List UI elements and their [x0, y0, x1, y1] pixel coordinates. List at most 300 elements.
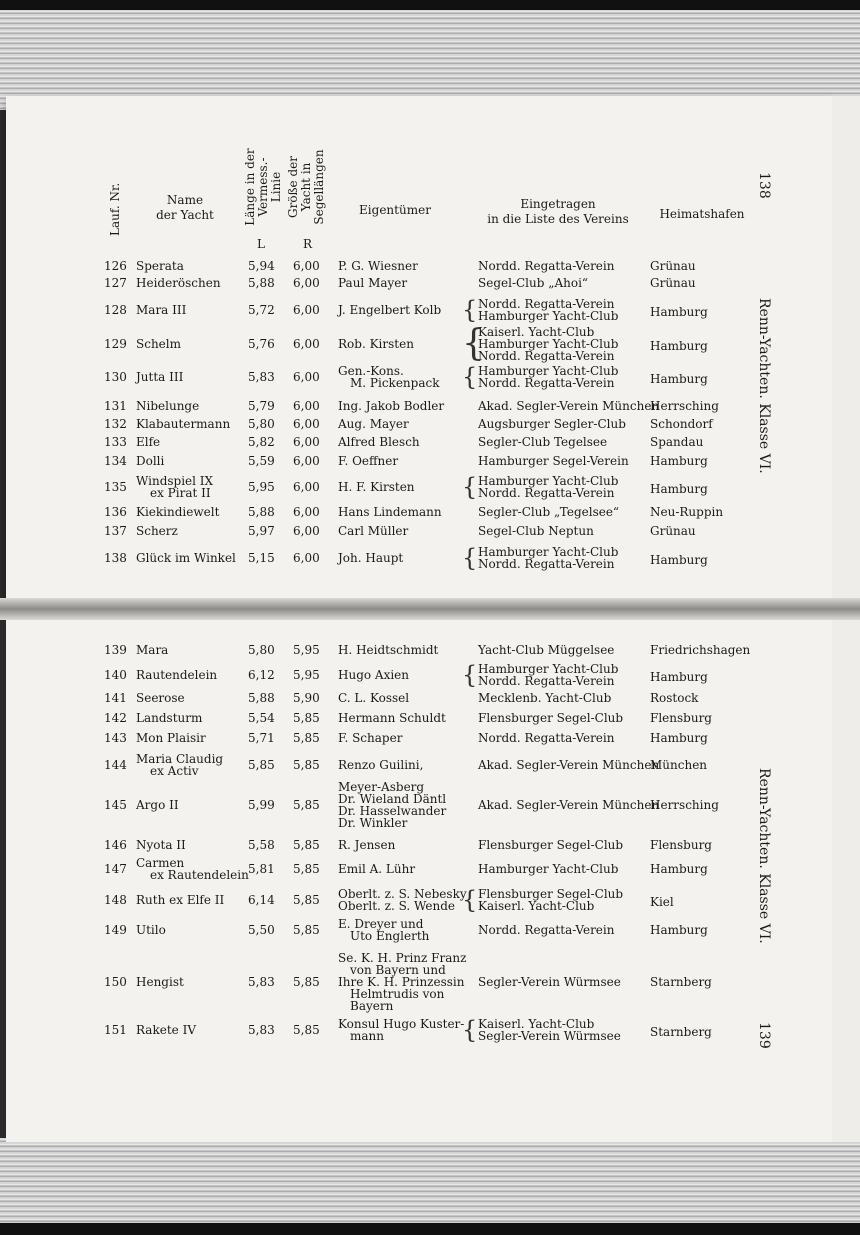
- row-number-line: 141: [104, 691, 127, 705]
- owner: [338, 839, 395, 851]
- length-l: [248, 455, 275, 467]
- owner: [338, 888, 467, 912]
- row-number-line: 149: [104, 923, 127, 937]
- size-r: [293, 669, 320, 681]
- club-list-line: Hamburger Yacht-Club: [478, 309, 619, 323]
- harbor-line: Flensburg: [650, 711, 712, 725]
- size-r: [293, 924, 320, 936]
- row-number-line: 132: [104, 417, 127, 431]
- owner-line: von Bayern und: [350, 963, 446, 977]
- yacht-name-line: Glück im Winkel: [136, 551, 236, 565]
- club-list: [478, 692, 611, 704]
- yacht-name-line: Kiekindiewelt: [136, 505, 220, 519]
- row-number: [104, 304, 127, 316]
- yacht-name-line: Dolli: [136, 454, 165, 468]
- harbor: [650, 759, 707, 771]
- length-l-line: 5,81: [248, 862, 275, 876]
- club-list: [478, 644, 614, 656]
- yacht-name: [136, 669, 217, 681]
- harbor: [650, 506, 723, 518]
- size-r: [293, 277, 320, 289]
- size-r: [293, 732, 320, 744]
- size-r-line: 5,85: [293, 893, 320, 907]
- length-l-line: 5,94: [248, 259, 275, 273]
- harbor-line: Schondorf: [650, 417, 713, 431]
- row-number-line: 151: [104, 1023, 127, 1037]
- harbor-line: Grünau: [650, 276, 696, 290]
- club-list: [478, 976, 621, 988]
- length-l-line: 5,83: [248, 1023, 275, 1037]
- club-list: [478, 799, 659, 811]
- row-number: [104, 525, 127, 537]
- yacht-name-line: Jutta III: [136, 370, 184, 384]
- yacht-name: [136, 1024, 196, 1036]
- length-l: [248, 692, 275, 704]
- size-r-line: 6,00: [293, 551, 320, 565]
- harbor: [650, 277, 696, 289]
- row-number-line: 144: [104, 758, 127, 772]
- size-r: [293, 712, 320, 724]
- length-l-line: 5,95: [248, 480, 275, 494]
- club-list-line: Nordd. Regatta-Verein: [478, 731, 615, 745]
- yacht-name: [136, 475, 213, 499]
- brace-glyph: {: [462, 661, 478, 689]
- yacht-name-line: Ruth ex Elfe II: [136, 893, 225, 907]
- length-l: [248, 732, 275, 744]
- row-number: [104, 669, 127, 681]
- harbor: [650, 924, 708, 936]
- harbor: [650, 712, 712, 724]
- owner-line: Hugo Axien: [338, 668, 410, 682]
- club-list: [478, 1018, 621, 1042]
- harbor-line: Rostock: [650, 691, 699, 705]
- harbor-line: Flensburg: [650, 838, 712, 852]
- length-l-line: 5,71: [248, 731, 275, 745]
- length-l-line: 5,82: [248, 435, 275, 449]
- harbor-line: Neu-Ruppin: [650, 505, 724, 519]
- yacht-name-line: Utilo: [136, 923, 166, 937]
- owner-line: Ihre K. H. Prinzessin: [338, 975, 465, 989]
- row-number: [104, 260, 127, 272]
- club-list-line: Hamburger Yacht-Club: [478, 474, 619, 488]
- page-left: [6, 96, 832, 603]
- page-left-margin: [832, 96, 860, 603]
- brace-glyph: {: [462, 544, 478, 572]
- header-laenge: Länge in der Vermess.- Linie: [243, 148, 283, 226]
- size-r-line: 5,85: [293, 731, 320, 745]
- club-list-line: Segler-Club „Tegelsee“: [478, 505, 620, 519]
- size-r-line: 5,85: [293, 1023, 320, 1037]
- club-list-line: Flensburger Segel-Club: [478, 838, 624, 852]
- length-l: [248, 1024, 275, 1036]
- club-list: [478, 326, 618, 362]
- row-number-line: 134: [104, 454, 127, 468]
- owner-line: Emil A. Lühr: [338, 862, 416, 876]
- club-list-line: Nordd. Regatta-Verein: [478, 923, 615, 937]
- harbor-line: München: [650, 758, 708, 772]
- size-r-line: 5,85: [293, 975, 320, 989]
- length-l: [248, 260, 275, 272]
- yacht-name: [136, 277, 221, 289]
- header-l-letter: L: [257, 237, 265, 251]
- yacht-name: [136, 976, 184, 988]
- harbor: [650, 260, 696, 272]
- club-list: [478, 400, 659, 412]
- owner: [338, 481, 415, 493]
- size-r-line: 6,00: [293, 417, 320, 431]
- yacht-name-line: ex Pirat II: [150, 486, 211, 500]
- harbor: [650, 483, 708, 495]
- harbor-line: Herrsching: [650, 399, 719, 413]
- club-list-line: Segler-Verein Würmsee: [478, 1029, 621, 1043]
- length-l-line: 6,14: [248, 893, 275, 907]
- harbor: [650, 671, 708, 683]
- club-list-line: Segler-Verein Würmsee: [478, 975, 621, 989]
- row-number-line: 126: [104, 259, 127, 273]
- owner-line: J. Engelbert Kolb: [338, 303, 442, 317]
- club-list-line: Nordd. Regatta-Verein: [478, 557, 615, 571]
- yacht-name: [136, 455, 164, 467]
- owner-line: M. Pickenpack: [350, 376, 440, 390]
- size-r-line: 5,85: [293, 798, 320, 812]
- owner: [338, 525, 408, 537]
- row-number: [104, 436, 127, 448]
- length-l-line: 5,83: [248, 975, 275, 989]
- size-r: [293, 839, 320, 851]
- harbor: [650, 373, 708, 385]
- size-r: [293, 759, 320, 771]
- yacht-name-line: Maria Claudig: [136, 752, 224, 766]
- harbor: [650, 799, 719, 811]
- row-number-line: 139: [104, 643, 127, 657]
- owner-line: Paul Mayer: [338, 276, 408, 290]
- row-number: [104, 277, 127, 289]
- club-list: [478, 924, 614, 936]
- owner: [338, 277, 407, 289]
- yacht-name: [136, 400, 199, 412]
- yacht-name-line: Mara III: [136, 303, 187, 317]
- harbor: [650, 340, 708, 352]
- yacht-name: [136, 894, 224, 906]
- side-title-top: Renn-Yachten. Klasse VI.: [756, 298, 772, 474]
- owner-line: Dr. Wieland Däntl: [338, 792, 447, 806]
- owner-line: C. L. Kossel: [338, 691, 410, 705]
- owner-line: Uto Englerth: [350, 929, 430, 943]
- size-r: [293, 506, 320, 518]
- row-number-line: 127: [104, 276, 127, 290]
- header-eingetragen: Eingetragen in die Liste des Vereins: [487, 197, 629, 226]
- size-r-line: 6,00: [293, 480, 320, 494]
- owner: [338, 338, 414, 350]
- owner: [338, 304, 441, 316]
- club-list-line: Hamburger Yacht-Club: [478, 662, 619, 676]
- size-r-line: 6,00: [293, 505, 320, 519]
- owner: [338, 952, 466, 1012]
- club-list-line: Nordd. Regatta-Verein: [478, 297, 615, 311]
- harbor-line: Hamburg: [650, 670, 708, 684]
- size-r-line: 6,00: [293, 435, 320, 449]
- club-list-line: Hamburger Yacht-Club: [478, 337, 619, 351]
- yacht-name-line: Seerose: [136, 691, 185, 705]
- yacht-name: [136, 436, 160, 448]
- page-right-margin: [832, 612, 860, 1142]
- row-number: [104, 976, 127, 988]
- brace-glyph: {: [462, 1016, 478, 1044]
- club-list-line: Nordd. Regatta-Verein: [478, 349, 615, 363]
- owner-line: Gen.-Kons.: [338, 364, 404, 378]
- row-number: [104, 371, 127, 383]
- owner-line: Meyer-Asberg: [338, 780, 425, 794]
- size-r: [293, 552, 320, 564]
- row-number-line: 128: [104, 303, 127, 317]
- length-l: [248, 759, 275, 771]
- header-lauf-nr: Lauf. Nr.: [108, 182, 122, 236]
- owner-line: Bayern: [350, 999, 394, 1013]
- yacht-name: [136, 692, 185, 704]
- owner: [338, 365, 439, 389]
- yacht-name-line: Elfe: [136, 435, 161, 449]
- yacht-name: [136, 799, 179, 811]
- club-list-line: Segler-Club Tegelsee: [478, 435, 608, 449]
- yacht-name: [136, 732, 206, 744]
- row-number-line: 130: [104, 370, 127, 384]
- row-number: [104, 759, 127, 771]
- size-r-line: 6,00: [293, 337, 320, 351]
- owner-line: Dr. Winkler: [338, 816, 408, 830]
- owner-line: Alfred Blesch: [338, 435, 420, 449]
- owner-line: Dr. Hasselwander: [338, 804, 447, 818]
- club-list: [478, 298, 618, 322]
- harbor: [650, 839, 712, 851]
- size-r: [293, 436, 320, 448]
- yacht-name: [136, 525, 178, 537]
- harbor-line: Hamburg: [650, 862, 708, 876]
- owner-line: Oberlt. z. S. Wende: [338, 899, 455, 913]
- length-l-line: 5,79: [248, 399, 275, 413]
- club-list-line: Hamburger Yacht-Club: [478, 545, 619, 559]
- owner-line: F. Schaper: [338, 731, 403, 745]
- length-l-line: 5,76: [248, 337, 275, 351]
- club-list-line: Nordd. Regatta-Verein: [478, 259, 615, 273]
- row-number: [104, 455, 127, 467]
- owner-line: Rob. Kirsten: [338, 337, 414, 351]
- harbor-line: Friedrichshagen: [650, 643, 751, 657]
- owner-line: Oberlt. z. S. Nebesky: [338, 887, 467, 901]
- yacht-name: [136, 371, 183, 383]
- owner: [338, 1018, 464, 1042]
- row-number: [104, 894, 127, 906]
- harbor: [650, 896, 674, 908]
- owner-line: Renzo Guilini,: [338, 758, 424, 772]
- yacht-name-line: Scherz: [136, 524, 178, 538]
- yacht-name-line: Nyota II: [136, 838, 186, 852]
- row-number: [104, 799, 127, 811]
- size-r-line: 6,00: [293, 259, 320, 273]
- length-l-line: 5,59: [248, 454, 275, 468]
- size-r-line: 6,00: [293, 370, 320, 384]
- length-l: [248, 644, 275, 656]
- club-list-line: Augsburger Segler-Club: [478, 417, 626, 431]
- club-list: [478, 475, 618, 499]
- brace-glyph: {: [462, 473, 478, 501]
- yacht-name-line: ex Activ: [150, 764, 199, 778]
- owner: [338, 759, 423, 771]
- length-l: [248, 669, 275, 681]
- length-l-line: 5,88: [248, 691, 275, 705]
- owner-line: Konsul Hugo Kuster-: [338, 1017, 465, 1031]
- club-list-line: Hamburger Yacht-Club: [478, 364, 619, 378]
- club-list: [478, 277, 588, 289]
- yacht-name: [136, 418, 230, 430]
- brace-glyph: {: [462, 363, 478, 391]
- club-list: [478, 436, 607, 448]
- owner-line: Hans Lindemann: [338, 505, 442, 519]
- length-l-line: 6,12: [248, 668, 275, 682]
- owner-line: F. Oeffner: [338, 454, 399, 468]
- owner-line: Aug. Mayer: [338, 417, 409, 431]
- harbor: [650, 418, 713, 430]
- size-r: [293, 525, 320, 537]
- owner: [338, 436, 420, 448]
- size-r: [293, 371, 320, 383]
- owner-line: E. Dreyer und: [338, 917, 424, 931]
- row-number: [104, 839, 127, 851]
- length-l-line: 5,97: [248, 524, 275, 538]
- size-r-line: 6,00: [293, 276, 320, 290]
- length-l-line: 5,50: [248, 923, 275, 937]
- club-list-line: Hamburger Yacht-Club: [478, 862, 619, 876]
- club-list-line: Nordd. Regatta-Verein: [478, 674, 615, 688]
- club-list: [478, 663, 618, 687]
- length-l-line: 5,72: [248, 303, 275, 317]
- yacht-name: [136, 338, 181, 350]
- length-l-line: 5,58: [248, 838, 275, 852]
- yacht-name-line: Sperata: [136, 259, 184, 273]
- size-r-line: 6,00: [293, 524, 320, 538]
- yacht-name-line: Mon Plaisir: [136, 731, 206, 745]
- owner: [338, 863, 415, 875]
- owner-line: Ing. Jakob Bodler: [338, 399, 445, 413]
- owner-line: H. F. Kirsten: [338, 480, 415, 494]
- yacht-name-line: Argo II: [136, 798, 179, 812]
- yacht-name: [136, 924, 166, 936]
- harbor-line: Spandau: [650, 435, 704, 449]
- harbor: [650, 554, 708, 566]
- row-number: [104, 692, 127, 704]
- harbor-line: Hamburg: [650, 731, 708, 745]
- length-l: [248, 799, 275, 811]
- owner: [338, 712, 446, 724]
- harbor-line: Hamburg: [650, 454, 708, 468]
- owner: [338, 644, 438, 656]
- owner-line: P. G. Wiesner: [338, 259, 418, 273]
- club-list: [478, 759, 659, 771]
- owner-line: Joh. Haupt: [338, 551, 404, 565]
- row-number-line: 131: [104, 399, 127, 413]
- length-l-line: 5,83: [248, 370, 275, 384]
- row-number-line: 143: [104, 731, 127, 745]
- row-number-line: 138: [104, 551, 127, 565]
- harbor-line: Hamburg: [650, 553, 708, 567]
- row-number-line: 142: [104, 711, 127, 725]
- row-number-line: 137: [104, 524, 127, 538]
- size-r-line: 5,85: [293, 923, 320, 937]
- size-r-line: 5,95: [293, 643, 320, 657]
- harbor: [650, 1026, 712, 1038]
- size-r: [293, 400, 320, 412]
- owner: [338, 692, 409, 704]
- row-number: [104, 400, 127, 412]
- club-list-line: Nordd. Regatta-Verein: [478, 486, 615, 500]
- row-number: [104, 552, 127, 564]
- book-edge-bottom: [0, 1138, 860, 1235]
- club-list: [478, 506, 619, 518]
- length-l: [248, 894, 275, 906]
- yacht-name-line: Rakete IV: [136, 1023, 196, 1037]
- harbor: [650, 692, 698, 704]
- length-l: [248, 712, 275, 724]
- owner: [338, 506, 442, 518]
- length-l: [248, 506, 275, 518]
- yacht-name: [136, 506, 219, 518]
- row-number: [104, 863, 127, 875]
- size-r-line: 6,00: [293, 399, 320, 413]
- size-r: [293, 1024, 320, 1036]
- page-number-top: 138: [756, 172, 772, 199]
- yacht-name: [136, 552, 236, 564]
- yacht-name-line: Nibelunge: [136, 399, 200, 413]
- yacht-name: [136, 839, 186, 851]
- page-right: [6, 612, 832, 1142]
- row-number: [104, 506, 127, 518]
- harbor: [650, 732, 708, 744]
- brace-glyph: {: [462, 886, 478, 914]
- length-l-line: 5,88: [248, 276, 275, 290]
- size-r: [293, 338, 320, 350]
- owner: [338, 732, 402, 744]
- length-l: [248, 525, 275, 537]
- size-r: [293, 863, 320, 875]
- yacht-name-line: Heideröschen: [136, 276, 221, 290]
- owner: [338, 781, 446, 829]
- yacht-name-line: ex Rautendelein: [150, 868, 249, 882]
- length-l: [248, 277, 275, 289]
- owner: [338, 455, 398, 467]
- size-r: [293, 418, 320, 430]
- length-l-line: 5,99: [248, 798, 275, 812]
- club-list-line: Flensburger Segel-Club: [478, 711, 624, 725]
- yacht-name: [136, 644, 168, 656]
- yacht-name-line: Carmen: [136, 856, 185, 870]
- owner: [338, 552, 403, 564]
- club-list-line: Akad. Segler-Verein München: [478, 758, 660, 772]
- row-number: [104, 644, 127, 656]
- length-l-line: 5,80: [248, 643, 275, 657]
- header-heimatshafen: Heimatshafen: [659, 207, 745, 221]
- size-r: [293, 976, 320, 988]
- harbor-line: Hamburg: [650, 372, 708, 386]
- size-r-line: 6,00: [293, 303, 320, 317]
- size-r: [293, 260, 320, 272]
- length-l: [248, 338, 275, 350]
- harbor: [650, 306, 708, 318]
- harbor-line: Herrsching: [650, 798, 719, 812]
- size-r: [293, 481, 320, 493]
- harbor-line: Starnberg: [650, 975, 712, 989]
- harbor-line: Grünau: [650, 259, 696, 273]
- size-r: [293, 304, 320, 316]
- row-number-line: 145: [104, 798, 127, 812]
